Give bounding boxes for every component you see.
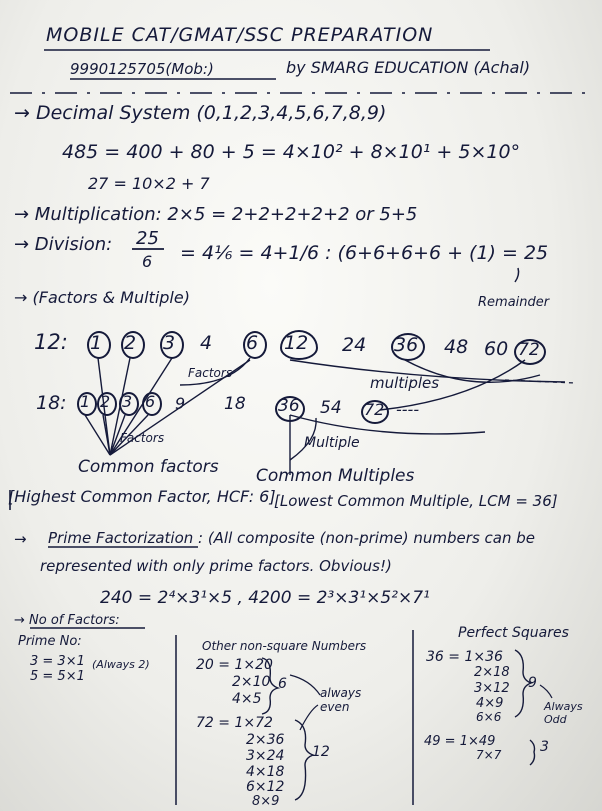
s36-count: 9 — [528, 675, 537, 691]
arrow-prime: → — [14, 530, 27, 548]
n20-line1: 20 = 1×20 — [196, 657, 273, 673]
row12-item-1: 1 — [90, 332, 103, 354]
row18-item-1: 1 — [80, 392, 91, 411]
circle-mark — [391, 333, 425, 361]
n20-line2: 2×10 — [232, 674, 271, 690]
remainder-label: Remainder — [478, 295, 550, 310]
row12-item-24: 24 — [342, 334, 367, 356]
s36-line5: 6×6 — [476, 710, 502, 724]
s36-line2: 2×18 — [474, 665, 510, 680]
circle-mark — [275, 396, 305, 422]
row12-item-2: 2 — [124, 332, 137, 354]
prime-no-label: Prime No: — [18, 634, 82, 649]
row18-item-54: 54 — [320, 398, 342, 418]
prime-factorization-desc1: : (All composite (non-prime) numbers can be — [198, 529, 535, 547]
prime-factorization-equation: 240 = 2⁴×3¹×5 , 4200 = 2³×3¹×5²×7¹ — [100, 588, 430, 608]
circle-mark — [160, 331, 184, 359]
division-numerator: 25 — [136, 228, 159, 249]
row12-item-4: 4 — [200, 332, 213, 354]
decimal-equation-485: 485 = 400 + 80 + 5 = 4×10² + 8×10¹ + 5×10° — [62, 141, 521, 163]
prime-factorization-desc2: represented with only prime factors. Obvious!) — [40, 557, 392, 575]
row12-item-48: 48 — [444, 336, 469, 358]
row12-factors-label: Factors — [188, 366, 233, 380]
n20-line3: 4×5 — [232, 691, 262, 707]
row18-multiple-label: Multiple — [304, 435, 360, 451]
always-even-note: always even — [320, 686, 362, 715]
prime-example-5: 5 = 5×1 — [30, 669, 85, 684]
s36-line3: 3×12 — [474, 681, 510, 696]
row18-factors-label: Factors — [120, 431, 165, 445]
row12-item-72: 72 — [518, 340, 540, 360]
s49-line1: 49 = 1×49 — [424, 734, 496, 749]
n72-line1: 72 = 1×72 — [196, 715, 273, 731]
row18-item-18: 18 — [224, 394, 246, 414]
division-denominator: 6 — [142, 252, 153, 271]
multiplication-line: → Multiplication: 2×5 = 2+2+2+2+2 or 5+5 — [14, 204, 418, 225]
circle-mark — [87, 331, 111, 359]
n20-count: 6 — [278, 676, 287, 692]
prime-example-3: 3 = 3×1 — [30, 654, 85, 669]
row12-item-3: 3 — [163, 332, 176, 354]
row12-item-60: 60 — [484, 338, 509, 360]
division-expansion: = 4⅙ = 4+1/6 : (6+6+6+6 + (1) = 25 — [180, 242, 549, 264]
hcf-box: [Highest Common Factor, HCF: 6] — [8, 487, 276, 506]
s36-line1: 36 = 1×36 — [426, 649, 503, 665]
n72-count: 12 — [312, 744, 330, 760]
row18-label: 18: — [36, 392, 67, 414]
circle-mark — [142, 392, 162, 416]
decimal-equation-27: 27 = 10×2 + 7 — [88, 174, 210, 193]
n72-line4: 4×18 — [246, 764, 285, 780]
row18-item-36: 36 — [278, 396, 300, 416]
row18-item-2: 2 — [100, 392, 111, 411]
circle-mark — [77, 392, 97, 416]
row18-item-6: 6 — [145, 392, 156, 411]
lcm-box: [Lowest Common Multiple, LCM = 36] — [274, 492, 558, 510]
page-title: MOBILE CAT/GMAT/SSC PREPARATION — [46, 24, 434, 46]
phone-number: 9990125705(Mob:) — [70, 60, 214, 78]
always-two-note: (Always 2) — [92, 658, 150, 671]
row12-multiples-label: multiples — [370, 374, 440, 392]
row18-item-9: 9 — [175, 394, 186, 413]
s49-line2: 7×7 — [476, 748, 502, 762]
circle-mark — [243, 331, 267, 359]
n72-line5: 6×12 — [246, 779, 285, 795]
circle-mark — [119, 392, 139, 416]
n72-line2: 2×36 — [246, 732, 285, 748]
byline: by SMARG EDUCATION (Achal) — [286, 58, 531, 77]
common-multiples-label: Common Multiples — [256, 466, 415, 486]
perfect-squares-title: Perfect Squares — [458, 625, 569, 641]
row18-item-72: 72 — [364, 400, 385, 419]
s49-count: 3 — [540, 739, 549, 755]
prime-factorization-title: Prime Factorization — [48, 529, 194, 547]
common-factors-label: Common factors — [78, 457, 219, 477]
row18-item-3: 3 — [122, 392, 133, 411]
circle-mark — [97, 392, 117, 416]
decimal-system-line: → Decimal System (0,1,2,3,4,5,6,7,8,9) — [14, 102, 387, 124]
row12-item-6: 6 — [246, 332, 259, 354]
row12-label: 12: — [34, 330, 68, 354]
factors-multiple-heading: → (Factors & Multiple) — [14, 288, 190, 307]
circle-mark — [514, 339, 546, 365]
circle-mark — [361, 400, 389, 424]
always-odd-note: Always Odd — [544, 700, 583, 727]
n72-line6: 8×9 — [252, 794, 280, 809]
no-of-factors-title: → No of Factors: — [14, 613, 120, 628]
circle-mark — [121, 331, 145, 359]
non-square-title: Other non-square Numbers — [202, 639, 367, 653]
n72-line3: 3×24 — [246, 748, 285, 764]
division-label: → Division: — [14, 234, 113, 255]
row12-item-36: 36 — [394, 334, 419, 356]
row12-item-12: 12 — [284, 332, 309, 354]
s36-line4: 4×9 — [476, 696, 504, 711]
row18-continuation: ---- — [396, 400, 420, 419]
circle-mark — [280, 330, 318, 360]
